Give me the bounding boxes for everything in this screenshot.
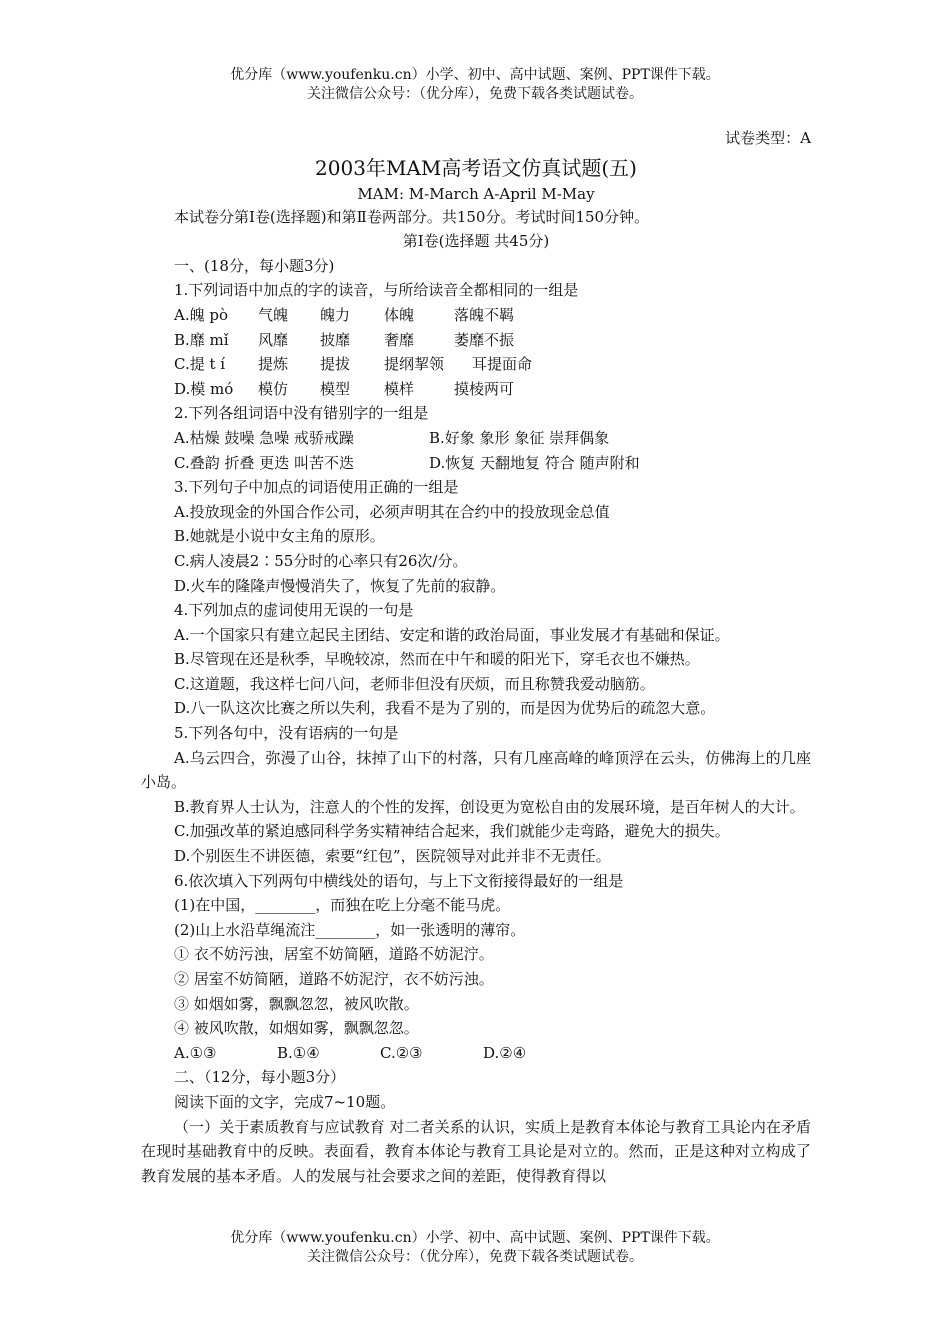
q6-choice-a: A.①③: [174, 1043, 217, 1062]
q1c-word-2: 提拔: [320, 355, 351, 374]
q6-choice-d: D.②④: [483, 1043, 527, 1062]
footer-line-1: 优分库（www.youfenku.cn）小学、初中、高中试题、案例、PPT课件下载。: [230, 1230, 720, 1246]
q1-option-b: [141, 328, 811, 353]
q2-stem: 2.下列各组词语中没有错别字的一组是: [174, 404, 429, 423]
document-body: [141, 126, 811, 1188]
q6-item-2: ② 居室不妨简陋，道路不妨泥泞，衣不妨污浊。: [174, 970, 494, 988]
q6-choice-c: C.②③: [380, 1043, 423, 1062]
header-line-1: 优分库（www.youfenku.cn）小学、初中、高中试题、案例、PPT课件下载。: [230, 67, 720, 83]
footer-line-2: 关注微信公众号：（优分库），免费下载各类试题试卷。: [307, 1249, 643, 1265]
q5-option-a: A.乌云四合，弥漫了山谷，抹掉了山下的村落，只有几座高峰的峰顶浮在云头，仿佛海上的几座小岛。: [141, 748, 811, 792]
q2-option-b: B.好象 象形 象征 崇拜偶象: [429, 428, 610, 447]
q1a-reading: A.魄 pò: [174, 305, 229, 324]
part2-passage: （一）关于素质教育与应试教育 对二者关系的认识，实质上是教育本体论与教育工具论内在矛盾在现时基础教育中的反映。表面看，教育本体论与教育工具论是对立的。然而，正是这种对立构成了教育发展的基本矛盾。人的发展与社会要求之间的差距，使得教育得以: [141, 1117, 811, 1185]
q3-option-d: D.火车的隆隆声慢慢消失了，恢复了先前的寂静。: [174, 576, 506, 595]
q1d-word-4: 摸棱两可: [454, 379, 515, 398]
q1b-word-4: 萎靡不振: [454, 330, 515, 349]
q6-item-1: ① 衣不妨污浊，居室不妨简陋，道路不妨泥泞。: [174, 945, 494, 964]
q1-option-a: [141, 303, 811, 328]
q2-option-d: D.恢复 天翻地复 符合 随声附和: [429, 453, 640, 472]
q1b-reading: B.靡 mǐ: [174, 330, 229, 349]
q6-item-4: ④ 被风吹散，如烟如雾，飘飘忽忽。: [174, 1019, 419, 1038]
q1b-word-3: 奢靡: [384, 330, 415, 349]
q3-stem: 3.下列句子中加点的词语使用正确的一组是: [174, 478, 459, 497]
q1a-word-2: 魄力: [320, 305, 351, 324]
q4-option-b: B.尽管现在还是秋季，早晚较凉，然而在中午和暖的阳光下，穿毛衣也不嫌热。: [174, 650, 700, 669]
q1c-word-3: 提纲挈领: [384, 355, 445, 374]
q1-option-c: [141, 352, 811, 377]
paper-subtitle: MAM: M-March A-April M-May: [357, 184, 595, 203]
q1a-word-1: 气魄: [258, 305, 289, 324]
q4-stem: 4.下列加点的虚词使用无误的一句是: [174, 601, 414, 620]
q2-option-a: A.枯燥 鼓噪 急噪 戒骄戒躁: [174, 428, 354, 447]
q6-sentence-2: (2)山上水沿草绳流注________，如一张透明的薄帘。: [174, 920, 526, 939]
q1c-word-1: 提炼: [258, 355, 289, 374]
q3-option-c: C.病人凌晨2∶55分时的心率只有26次/分。: [174, 551, 468, 570]
q5-option-c: C.加强改革的紧迫感同科学务实精神结合起来，我们就能少走弯路，避免大的损失。: [174, 822, 730, 841]
q6-choice-b: B.①④: [277, 1043, 320, 1062]
page-header: [0, 66, 950, 104]
q4-option-a: A.一个国家只有建立起民主团结、安定和谐的政治局面，事业发展才有基础和保证。: [174, 625, 730, 644]
paper-type: 试卷类型：A: [725, 129, 811, 147]
q1c-word-4: 耳提面命: [472, 355, 533, 374]
q6-choices: [141, 1041, 811, 1066]
q5-option-b: B.教育界人士认为，注意人的个性的发挥，创设更为宽松自由的发展环境，是百年树人的大计。: [174, 797, 805, 816]
q3-option-b: B.她就是小说中女主角的原形。: [174, 527, 385, 546]
section1-title: 第Ⅰ卷(选择题 共45分): [402, 232, 550, 251]
part2-heading: 二、（12分，每小题3分）: [174, 1068, 346, 1087]
q1b-word-1: 风靡: [258, 330, 289, 349]
part1-heading: 一、(18分，每小题3分): [174, 256, 335, 275]
q1d-word-3: 模样: [384, 379, 415, 398]
q3-option-a: A.投放现金的外国合作公司，必须声明其在合约中的投放现金总值: [174, 502, 610, 521]
q5-option-d: D.个别医生不讲医德，索要“红包”，医院领导对此并非不无责任。: [174, 847, 611, 866]
q2-options-cd: [141, 451, 811, 476]
q4-option-d: D.八一队这次比赛之所以失利，我看不是为了别的，而是因为优势后的疏忽大意。: [174, 699, 716, 718]
q1-option-d: [141, 377, 811, 402]
q1a-word-3: 体魄: [384, 305, 415, 324]
paper-title: 2003年MAM高考语文仿真试题(五): [315, 155, 637, 180]
q6-stem: 6.依次填入下列两句中横线处的语句，与上下文衔接得最好的一组是: [174, 871, 624, 890]
q1d-word-1: 模仿: [258, 379, 289, 398]
q1c-reading: C.提 t í: [174, 355, 226, 374]
q1d-word-2: 模型: [320, 379, 351, 398]
q2-options-ab: [141, 426, 811, 451]
q1d-reading: D.模 mó: [174, 379, 234, 398]
q5-stem: 5.下列各句中，没有语病的一句是: [174, 724, 399, 743]
header-line-2: 关注微信公众号：（优分库），免费下载各类试题试卷。: [307, 86, 643, 102]
q1-stem: 1.下列词语中加点的字的读音，与所给读音全都相同的一组是: [174, 281, 579, 300]
q1a-word-4: 落魄不羁: [454, 305, 515, 324]
q6-item-3: ③ 如烟如雾，飘飘忽忽，被风吹散。: [174, 994, 419, 1013]
q6-sentence-1: (1)在中国，________，而独在吃上分毫不能马虎。: [174, 896, 511, 915]
paper-intro: 本试卷分第Ⅰ卷(选择题)和第Ⅱ卷两部分。共150分。考试时间150分钟。: [174, 207, 650, 226]
q4-option-c: C.这道题，我这样七问八问，老师非但没有厌烦，而且称赞我爱动脑筋。: [174, 674, 655, 693]
q1b-word-2: 披靡: [320, 330, 351, 349]
q2-option-c: C.叠韵 折叠 更迭 叫苦不迭: [174, 453, 355, 472]
page-footer: [0, 1229, 950, 1267]
part2-instruction: 阅读下面的文字，完成7~10题。: [174, 1092, 396, 1111]
